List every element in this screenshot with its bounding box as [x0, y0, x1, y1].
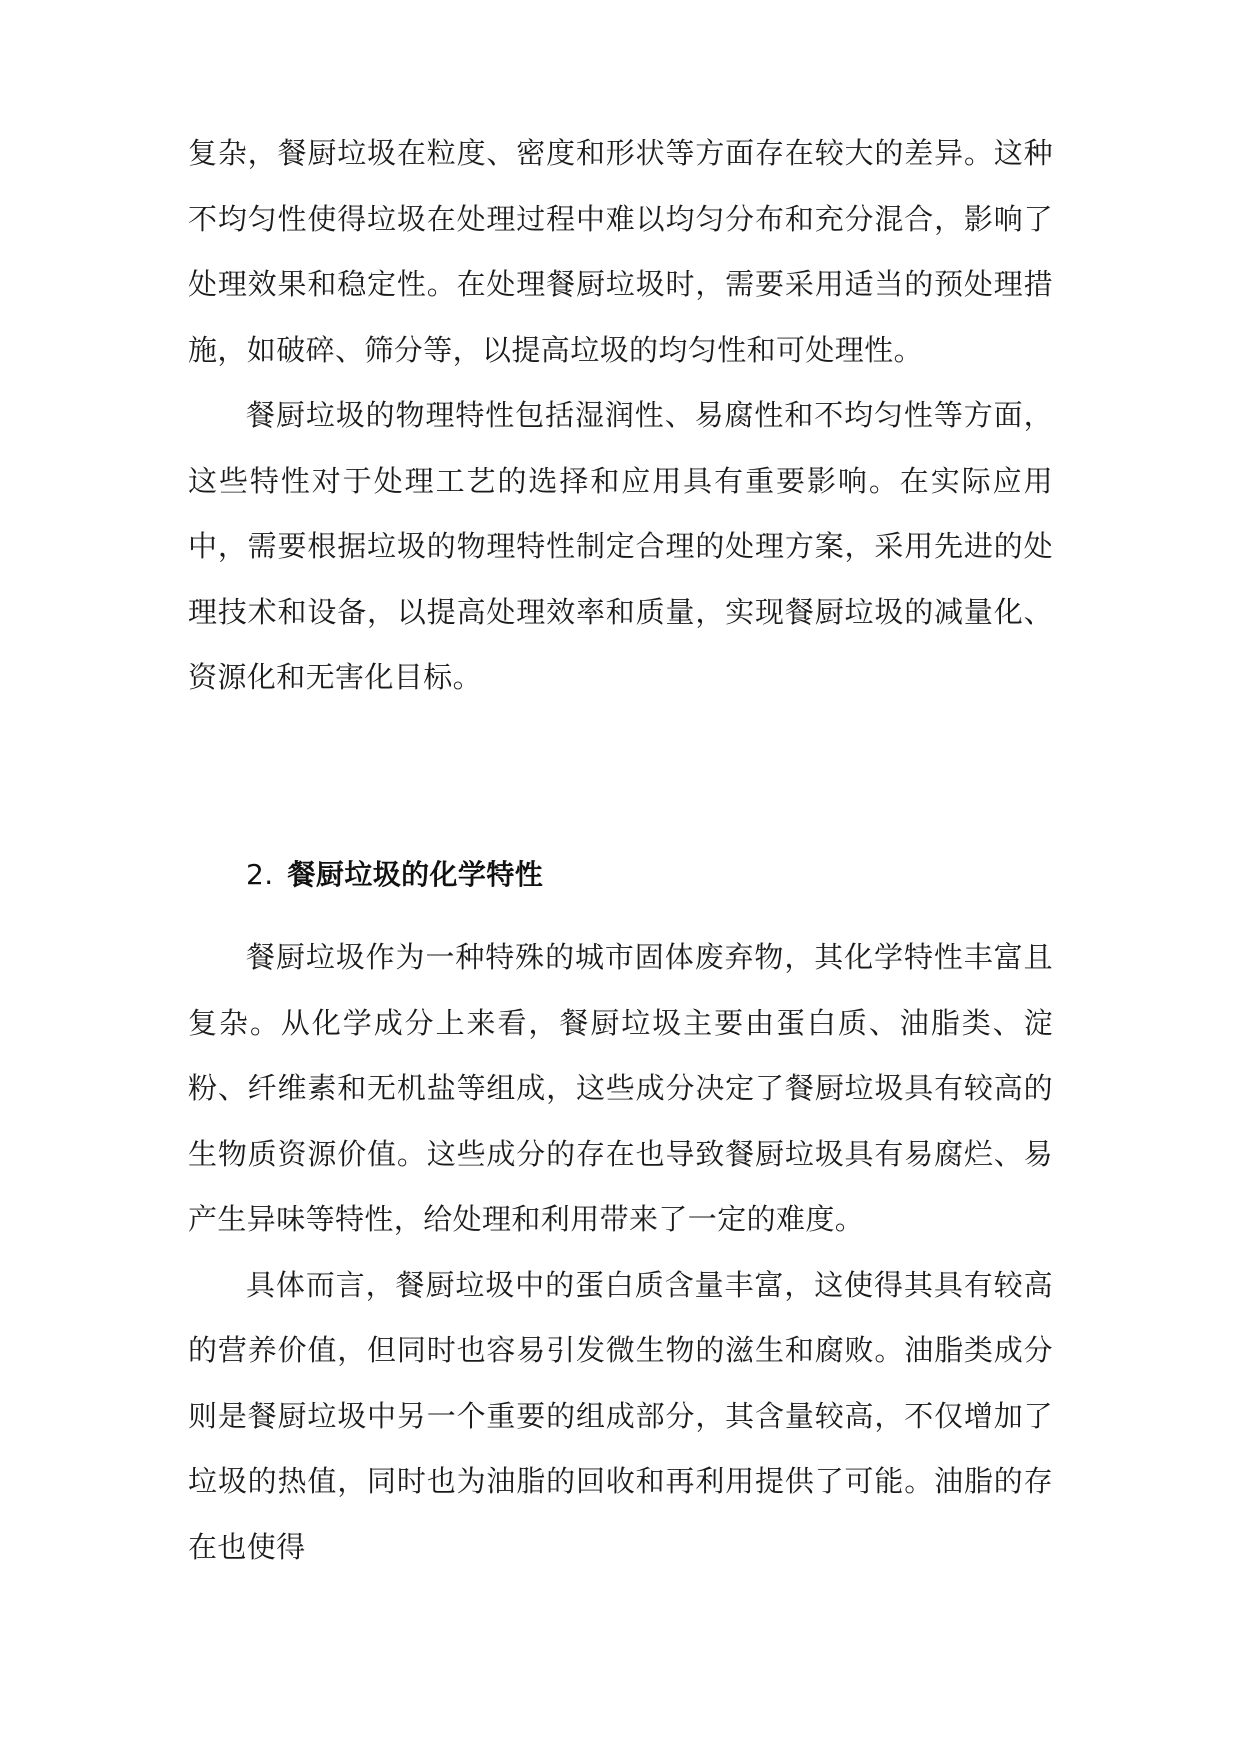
section-chemical-properties	[188, 925, 1053, 1580]
paragraph-physical-summary: 餐厨垃圾的物理特性包括湿润性、易腐性和不均匀性等方面，这些特性对于处理工艺的选择和应用具有重要影响。在实际应用中，需要根据垃圾的物理特性制定合理的处理方案，采用先进的处理技术和设备，以提高处理效率和质量，实现餐厨垃圾的减量化、资源化和无害化目标。	[188, 398, 1053, 694]
paragraph-nonuniformity: 复杂，餐厨垃圾在粒度、密度和形状等方面存在较大的差异。这种不均匀性使得垃圾在处理过程中难以均匀分布和充分混合，影响了处理效果和稳定性。在处理餐厨垃圾时，需要采用适当的预处理措施，如破碎、筛分等，以提高垃圾的均匀性和可处理性。	[188, 136, 1053, 367]
section-heading	[246, 855, 543, 895]
paragraph-chemical-overview: 餐厨垃圾作为一种特殊的城市固体废弃物，其化学特性丰富且复杂。从化学成分上来看，餐厨垃圾主要由蛋白质、油脂类、淀粉、纤维素和无机盐等组成，这些成分决定了餐厨垃圾具有较高的生物质资源价值。这些成分的存在也导致餐厨垃圾具有易腐烂、易产生异味等特性，给处理和利用带来了一定的难度。	[188, 940, 1053, 1236]
section-physical-properties	[188, 121, 1053, 711]
heading-title: 餐厨垃圾的化学特性	[287, 858, 544, 891]
paragraph-chemical-details: 具体而言，餐厨垃圾中的蛋白质含量丰富，这使得其具有较高的营养价值，但同时也容易引发微生物的滋生和腐败。油脂类成分则是餐厨垃圾中另一个重要的组成部分，其含量较高，不仅增加了垃圾的热值，同时也为油脂的回收和再利用提供了可能。油脂的存在也使得	[188, 1267, 1053, 1564]
heading-number: 2.	[246, 858, 274, 891]
